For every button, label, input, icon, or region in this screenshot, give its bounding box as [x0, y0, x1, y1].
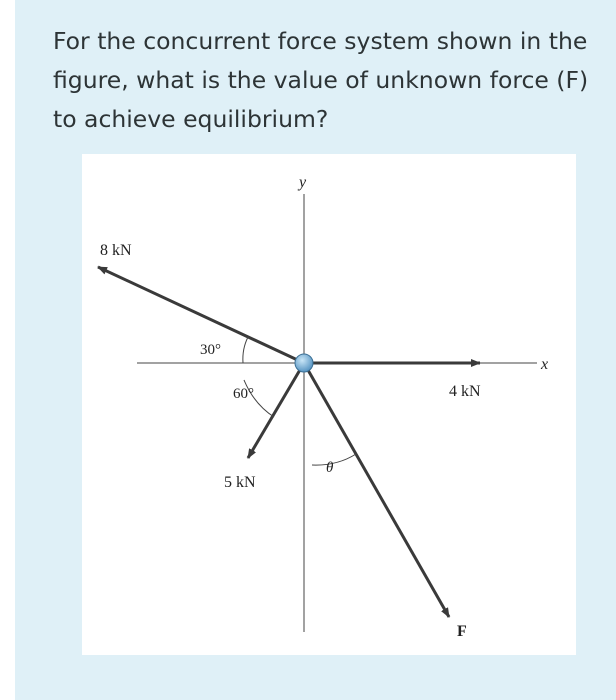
force-5kn-label: 5 kN: [224, 474, 256, 491]
particle-icon: [295, 354, 313, 372]
force-4kn-label: 4 kN: [449, 383, 481, 400]
force-diagram: [82, 154, 576, 655]
angle-theta-label: θ: [326, 460, 334, 476]
angle-30-arc: [243, 337, 248, 363]
x-axis-label: x: [541, 356, 549, 373]
force-8kn-label: 8 kN: [100, 242, 132, 259]
question-text: For the concurrent force system shown in the figure, what is the value of unknown force (F) to achieve equilibrium?: [53, 27, 589, 133]
force-diagram-svg: [82, 154, 576, 655]
force-5kn-arrow: [248, 363, 304, 458]
angle-60-label: 60°: [233, 386, 254, 402]
y-axis-label: y: [299, 174, 307, 191]
question-card: [15, 0, 616, 700]
angle-30-label: 30°: [200, 342, 221, 358]
force-f-label: F: [457, 623, 467, 640]
angle-theta-arc: [312, 454, 356, 465]
force-f-arrow: [304, 363, 449, 617]
